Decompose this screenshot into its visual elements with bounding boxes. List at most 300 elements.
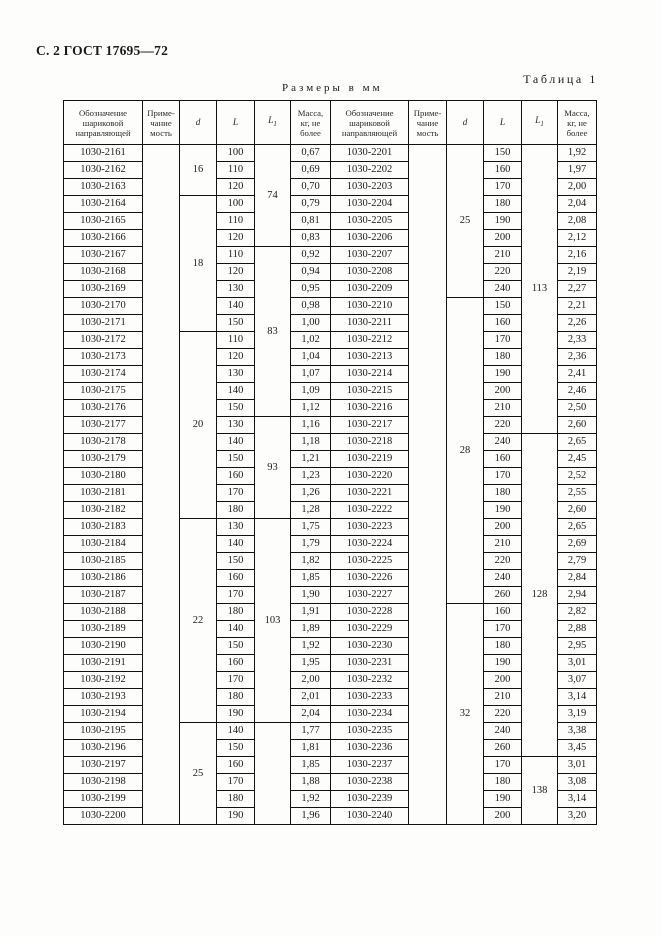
length-cell: 180 [484, 196, 522, 213]
mass-cell: 2,08 [558, 213, 597, 230]
designation-cell: 1030-2240 [331, 808, 409, 825]
note-cell [409, 570, 447, 587]
table-row [64, 417, 597, 434]
length-cell: 260 [484, 587, 522, 604]
page-header: С. 2 ГОСТ 17695—72 [36, 43, 169, 58]
length-cell: 140 [217, 621, 255, 638]
length-cell: 210 [484, 536, 522, 553]
designation-cell: 1030-2184 [64, 536, 143, 553]
note-cell [143, 808, 180, 825]
table-caption: Таблица 1 [523, 72, 598, 86]
table-row [64, 349, 597, 366]
designation-cell: 1030-2215 [331, 383, 409, 400]
table-row [64, 672, 597, 689]
length-cell: 260 [484, 740, 522, 757]
length-cell: 150 [217, 400, 255, 417]
designation-cell: 1030-2170 [64, 298, 143, 315]
designation-cell: 1030-2226 [331, 570, 409, 587]
mass-cell: 0,67 [291, 145, 331, 162]
length-cell: 220 [484, 553, 522, 570]
designation-cell: 1030-2191 [64, 655, 143, 672]
note-cell [143, 400, 180, 417]
length-cell: 180 [217, 791, 255, 808]
table-row [64, 655, 597, 672]
designation-cell: 1030-2179 [64, 451, 143, 468]
note-cell [409, 791, 447, 808]
note-cell [143, 536, 180, 553]
mass-cell: 1,26 [291, 485, 331, 502]
length-cell: 190 [484, 791, 522, 808]
note-cell [409, 400, 447, 417]
mass-cell: 1,92 [291, 638, 331, 655]
table-row [64, 468, 597, 485]
mass-cell: 2,12 [558, 230, 597, 247]
header-mass-left: Масса, кг, не более [291, 101, 331, 145]
mass-cell: 2,04 [558, 196, 597, 213]
mass-cell: 2,46 [558, 383, 597, 400]
mass-cell: 3,08 [558, 774, 597, 791]
designation-cell: 1030-2239 [331, 791, 409, 808]
designation-cell: 1030-2201 [331, 145, 409, 162]
note-cell [143, 774, 180, 791]
mass-cell: 1,07 [291, 366, 331, 383]
mass-cell: 2,19 [558, 264, 597, 281]
note-cell [409, 451, 447, 468]
d-cell: 16 [180, 145, 217, 196]
mass-cell: 2,69 [558, 536, 597, 553]
designation-cell: 1030-2196 [64, 740, 143, 757]
length-cell: 150 [217, 553, 255, 570]
note-cell [143, 451, 180, 468]
designation-cell: 1030-2195 [64, 723, 143, 740]
note-cell [409, 604, 447, 621]
table-row [64, 485, 597, 502]
designation-cell: 1030-2219 [331, 451, 409, 468]
table-row [64, 689, 597, 706]
designation-cell: 1030-2216 [331, 400, 409, 417]
designation-cell: 1030-2197 [64, 757, 143, 774]
mass-cell: 1,18 [291, 434, 331, 451]
mass-cell: 3,01 [558, 655, 597, 672]
designation-cell: 1030-2169 [64, 281, 143, 298]
mass-cell: 1,97 [558, 162, 597, 179]
designation-cell: 1030-2212 [331, 332, 409, 349]
designation-cell: 1030-2180 [64, 468, 143, 485]
note-cell [409, 740, 447, 757]
length-cell: 190 [217, 706, 255, 723]
designation-cell: 1030-2194 [64, 706, 143, 723]
mass-cell: 3,14 [558, 689, 597, 706]
length-cell: 100 [217, 196, 255, 213]
length-cell: 170 [484, 332, 522, 349]
designation-cell: 1030-2164 [64, 196, 143, 213]
table-row [64, 366, 597, 383]
designation-cell: 1030-2208 [331, 264, 409, 281]
mass-cell: 2,33 [558, 332, 597, 349]
designation-cell: 1030-2202 [331, 162, 409, 179]
table-row [64, 451, 597, 468]
table-row [64, 298, 597, 315]
mass-cell: 3,14 [558, 791, 597, 808]
length-cell: 150 [217, 315, 255, 332]
length-cell: 130 [217, 417, 255, 434]
designation-cell: 1030-2222 [331, 502, 409, 519]
designation-cell: 1030-2162 [64, 162, 143, 179]
note-cell [143, 145, 180, 162]
length-cell: 140 [217, 723, 255, 740]
mass-cell: 1,28 [291, 502, 331, 519]
note-cell [143, 638, 180, 655]
mass-cell: 2,41 [558, 366, 597, 383]
length-cell: 150 [217, 451, 255, 468]
length-cell: 150 [484, 145, 522, 162]
mass-cell: 0,81 [291, 213, 331, 230]
note-cell [143, 196, 180, 213]
mass-cell: 2,82 [558, 604, 597, 621]
length-cell: 180 [484, 485, 522, 502]
mass-cell: 2,60 [558, 417, 597, 434]
table-row [64, 808, 597, 825]
length-cell: 120 [217, 230, 255, 247]
note-cell [143, 332, 180, 349]
designation-cell: 1030-2168 [64, 264, 143, 281]
note-cell [409, 536, 447, 553]
designation-cell: 1030-2199 [64, 791, 143, 808]
length-cell: 240 [484, 434, 522, 451]
note-cell [409, 774, 447, 791]
table-row [64, 519, 597, 536]
mass-cell: 2,55 [558, 485, 597, 502]
designation-cell: 1030-2200 [64, 808, 143, 825]
table-row [64, 536, 597, 553]
table-row [64, 604, 597, 621]
header-L1-right: $L_1$ [522, 101, 558, 145]
mass-cell: 1,75 [291, 519, 331, 536]
designation-cell: 1030-2204 [331, 196, 409, 213]
designation-cell: 1030-2207 [331, 247, 409, 264]
note-cell [409, 281, 447, 298]
note-cell [143, 672, 180, 689]
length-cell: 220 [484, 264, 522, 281]
table-row [64, 264, 597, 281]
length-cell: 170 [484, 757, 522, 774]
l1-cell: 93 [255, 417, 291, 519]
designation-cell: 1030-2221 [331, 485, 409, 502]
note-cell [409, 468, 447, 485]
length-cell: 140 [217, 536, 255, 553]
designation-cell: 1030-2217 [331, 417, 409, 434]
note-cell [143, 179, 180, 196]
designation-cell: 1030-2185 [64, 553, 143, 570]
mass-cell: 1,21 [291, 451, 331, 468]
header-L-right: L [484, 101, 522, 145]
length-cell: 190 [484, 655, 522, 672]
note-cell [409, 213, 447, 230]
mass-cell: 1,96 [291, 808, 331, 825]
note-cell [409, 145, 447, 162]
length-cell: 210 [484, 689, 522, 706]
l1-cell: 138 [522, 757, 558, 825]
units-note: Размеры в мм [282, 82, 383, 94]
designation-cell: 1030-2229 [331, 621, 409, 638]
note-cell [143, 281, 180, 298]
length-cell: 140 [217, 383, 255, 400]
mass-cell: 3,38 [558, 723, 597, 740]
note-cell [409, 689, 447, 706]
length-cell: 210 [484, 247, 522, 264]
length-cell: 100 [217, 145, 255, 162]
note-cell [143, 587, 180, 604]
length-cell: 160 [484, 162, 522, 179]
length-cell: 240 [484, 723, 522, 740]
mass-cell: 2,65 [558, 519, 597, 536]
length-cell: 130 [217, 519, 255, 536]
designation-cell: 1030-2233 [331, 689, 409, 706]
designation-cell: 1030-2186 [64, 570, 143, 587]
l1-cell: 103 [255, 519, 291, 723]
mass-cell: 0,95 [291, 281, 331, 298]
length-cell: 170 [217, 672, 255, 689]
mass-cell: 2,88 [558, 621, 597, 638]
l1-cell: 128 [522, 434, 558, 757]
d-cell: 25 [447, 145, 484, 298]
designation-cell: 1030-2190 [64, 638, 143, 655]
length-cell: 200 [484, 230, 522, 247]
designation-cell: 1030-2206 [331, 230, 409, 247]
designation-cell: 1030-2232 [331, 672, 409, 689]
designation-cell: 1030-2198 [64, 774, 143, 791]
note-cell [409, 587, 447, 604]
designation-cell: 1030-2173 [64, 349, 143, 366]
length-cell: 170 [484, 179, 522, 196]
designation-cell: 1030-2238 [331, 774, 409, 791]
length-cell: 160 [484, 451, 522, 468]
designation-cell: 1030-2214 [331, 366, 409, 383]
mass-cell: 2,94 [558, 587, 597, 604]
mass-cell: 1,92 [291, 791, 331, 808]
length-cell: 130 [217, 366, 255, 383]
l1-cell [255, 723, 291, 825]
table-row [64, 706, 597, 723]
length-cell: 180 [217, 604, 255, 621]
mass-cell: 1,81 [291, 740, 331, 757]
designation-cell: 1030-2167 [64, 247, 143, 264]
length-cell: 190 [484, 502, 522, 519]
designation-cell: 1030-2165 [64, 213, 143, 230]
table-row [64, 213, 597, 230]
mass-cell: 1,91 [291, 604, 331, 621]
designation-cell: 1030-2213 [331, 349, 409, 366]
header-L-left: L [217, 101, 255, 145]
designation-cell: 1030-2174 [64, 366, 143, 383]
mass-cell: 2,84 [558, 570, 597, 587]
length-cell: 220 [484, 706, 522, 723]
mass-cell: 0,70 [291, 179, 331, 196]
mass-cell: 2,00 [558, 179, 597, 196]
length-cell: 160 [217, 757, 255, 774]
length-cell: 140 [217, 298, 255, 315]
note-cell [143, 315, 180, 332]
designation-cell: 1030-2163 [64, 179, 143, 196]
designation-cell: 1030-2230 [331, 638, 409, 655]
table-row [64, 587, 597, 604]
mass-cell: 1,04 [291, 349, 331, 366]
length-cell: 120 [217, 179, 255, 196]
note-cell [143, 213, 180, 230]
mass-cell: 1,12 [291, 400, 331, 417]
note-cell [409, 638, 447, 655]
note-cell [409, 485, 447, 502]
designation-cell: 1030-2176 [64, 400, 143, 417]
mass-cell: 3,07 [558, 672, 597, 689]
note-cell [143, 417, 180, 434]
mass-cell: 2,21 [558, 298, 597, 315]
mass-cell: 1,82 [291, 553, 331, 570]
note-cell [143, 604, 180, 621]
note-cell [409, 247, 447, 264]
header-designation-left: Обозначение шариковой направляющей [64, 101, 143, 145]
note-cell [143, 502, 180, 519]
mass-cell: 2,26 [558, 315, 597, 332]
note-cell [409, 332, 447, 349]
designation-cell: 1030-2177 [64, 417, 143, 434]
note-cell [143, 621, 180, 638]
l1-cell: 113 [522, 145, 558, 434]
header-d-left: d [180, 101, 217, 145]
designation-cell: 1030-2205 [331, 213, 409, 230]
mass-cell: 1,95 [291, 655, 331, 672]
note-cell [143, 162, 180, 179]
length-cell: 200 [484, 672, 522, 689]
table-row [64, 757, 597, 774]
length-cell: 150 [217, 740, 255, 757]
designation-cell: 1030-2209 [331, 281, 409, 298]
d-cell: 18 [180, 196, 217, 332]
length-cell: 120 [217, 264, 255, 281]
designation-cell: 1030-2172 [64, 332, 143, 349]
d-cell: 32 [447, 604, 484, 825]
designation-cell: 1030-2188 [64, 604, 143, 621]
length-cell: 150 [484, 298, 522, 315]
length-cell: 170 [217, 485, 255, 502]
mass-cell: 2,79 [558, 553, 597, 570]
length-cell: 180 [484, 638, 522, 655]
table-row [64, 723, 597, 740]
note-cell [409, 672, 447, 689]
mass-cell: 2,27 [558, 281, 597, 298]
d-cell: 28 [447, 298, 484, 604]
header-designation-right: Обозначение шариковой направляющей [331, 101, 409, 145]
table-row [64, 638, 597, 655]
length-cell: 240 [484, 281, 522, 298]
note-cell [409, 230, 447, 247]
length-cell: 160 [217, 655, 255, 672]
length-cell: 180 [484, 774, 522, 791]
table-row [64, 774, 597, 791]
note-cell [409, 621, 447, 638]
designation-cell: 1030-2235 [331, 723, 409, 740]
designation-cell: 1030-2178 [64, 434, 143, 451]
length-cell: 180 [484, 349, 522, 366]
designation-cell: 1030-2210 [331, 298, 409, 315]
mass-cell: 3,45 [558, 740, 597, 757]
note-cell [143, 349, 180, 366]
designation-cell: 1030-2181 [64, 485, 143, 502]
table-row [64, 247, 597, 264]
note-cell [143, 230, 180, 247]
header-note-left: Приме- чание мость [143, 101, 180, 145]
length-cell: 240 [484, 570, 522, 587]
designation-cell: 1030-2237 [331, 757, 409, 774]
note-cell [409, 264, 447, 281]
note-cell [409, 502, 447, 519]
mass-cell: 1,00 [291, 315, 331, 332]
length-cell: 190 [217, 808, 255, 825]
note-cell [409, 723, 447, 740]
mass-cell: 2,50 [558, 400, 597, 417]
length-cell: 110 [217, 332, 255, 349]
dimensions-table-wrapper [63, 100, 597, 825]
mass-cell: 2,95 [558, 638, 597, 655]
designation-cell: 1030-2223 [331, 519, 409, 536]
length-cell: 170 [484, 468, 522, 485]
length-cell: 160 [217, 468, 255, 485]
mass-cell: 2,16 [558, 247, 597, 264]
length-cell: 200 [484, 808, 522, 825]
mass-cell: 1,92 [558, 145, 597, 162]
length-cell: 160 [484, 315, 522, 332]
mass-cell: 1,09 [291, 383, 331, 400]
designation-cell: 1030-2182 [64, 502, 143, 519]
d-cell: 20 [180, 332, 217, 519]
mass-cell: 3,01 [558, 757, 597, 774]
note-cell [409, 757, 447, 774]
header-mass-right: Масса, кг, не более [558, 101, 597, 145]
designation-cell: 1030-2225 [331, 553, 409, 570]
length-cell: 210 [484, 400, 522, 417]
designation-cell: 1030-2234 [331, 706, 409, 723]
table-row [64, 230, 597, 247]
note-cell [143, 791, 180, 808]
designation-cell: 1030-2171 [64, 315, 143, 332]
mass-cell: 3,20 [558, 808, 597, 825]
table-row [64, 179, 597, 196]
designation-cell: 1030-2218 [331, 434, 409, 451]
note-cell [409, 349, 447, 366]
length-cell: 160 [217, 570, 255, 587]
designation-cell: 1030-2211 [331, 315, 409, 332]
designation-cell: 1030-2175 [64, 383, 143, 400]
designation-cell: 1030-2161 [64, 145, 143, 162]
length-cell: 190 [484, 213, 522, 230]
note-cell [143, 485, 180, 502]
length-cell: 170 [217, 774, 255, 791]
table-row [64, 502, 597, 519]
length-cell: 170 [217, 587, 255, 604]
length-cell: 170 [484, 621, 522, 638]
length-cell: 140 [217, 434, 255, 451]
note-cell [143, 570, 180, 587]
mass-cell: 0,83 [291, 230, 331, 247]
note-cell [409, 434, 447, 451]
note-cell [409, 366, 447, 383]
designation-cell: 1030-2231 [331, 655, 409, 672]
note-cell [409, 655, 447, 672]
length-cell: 130 [217, 281, 255, 298]
note-cell [409, 553, 447, 570]
note-cell [143, 298, 180, 315]
d-cell: 22 [180, 519, 217, 723]
